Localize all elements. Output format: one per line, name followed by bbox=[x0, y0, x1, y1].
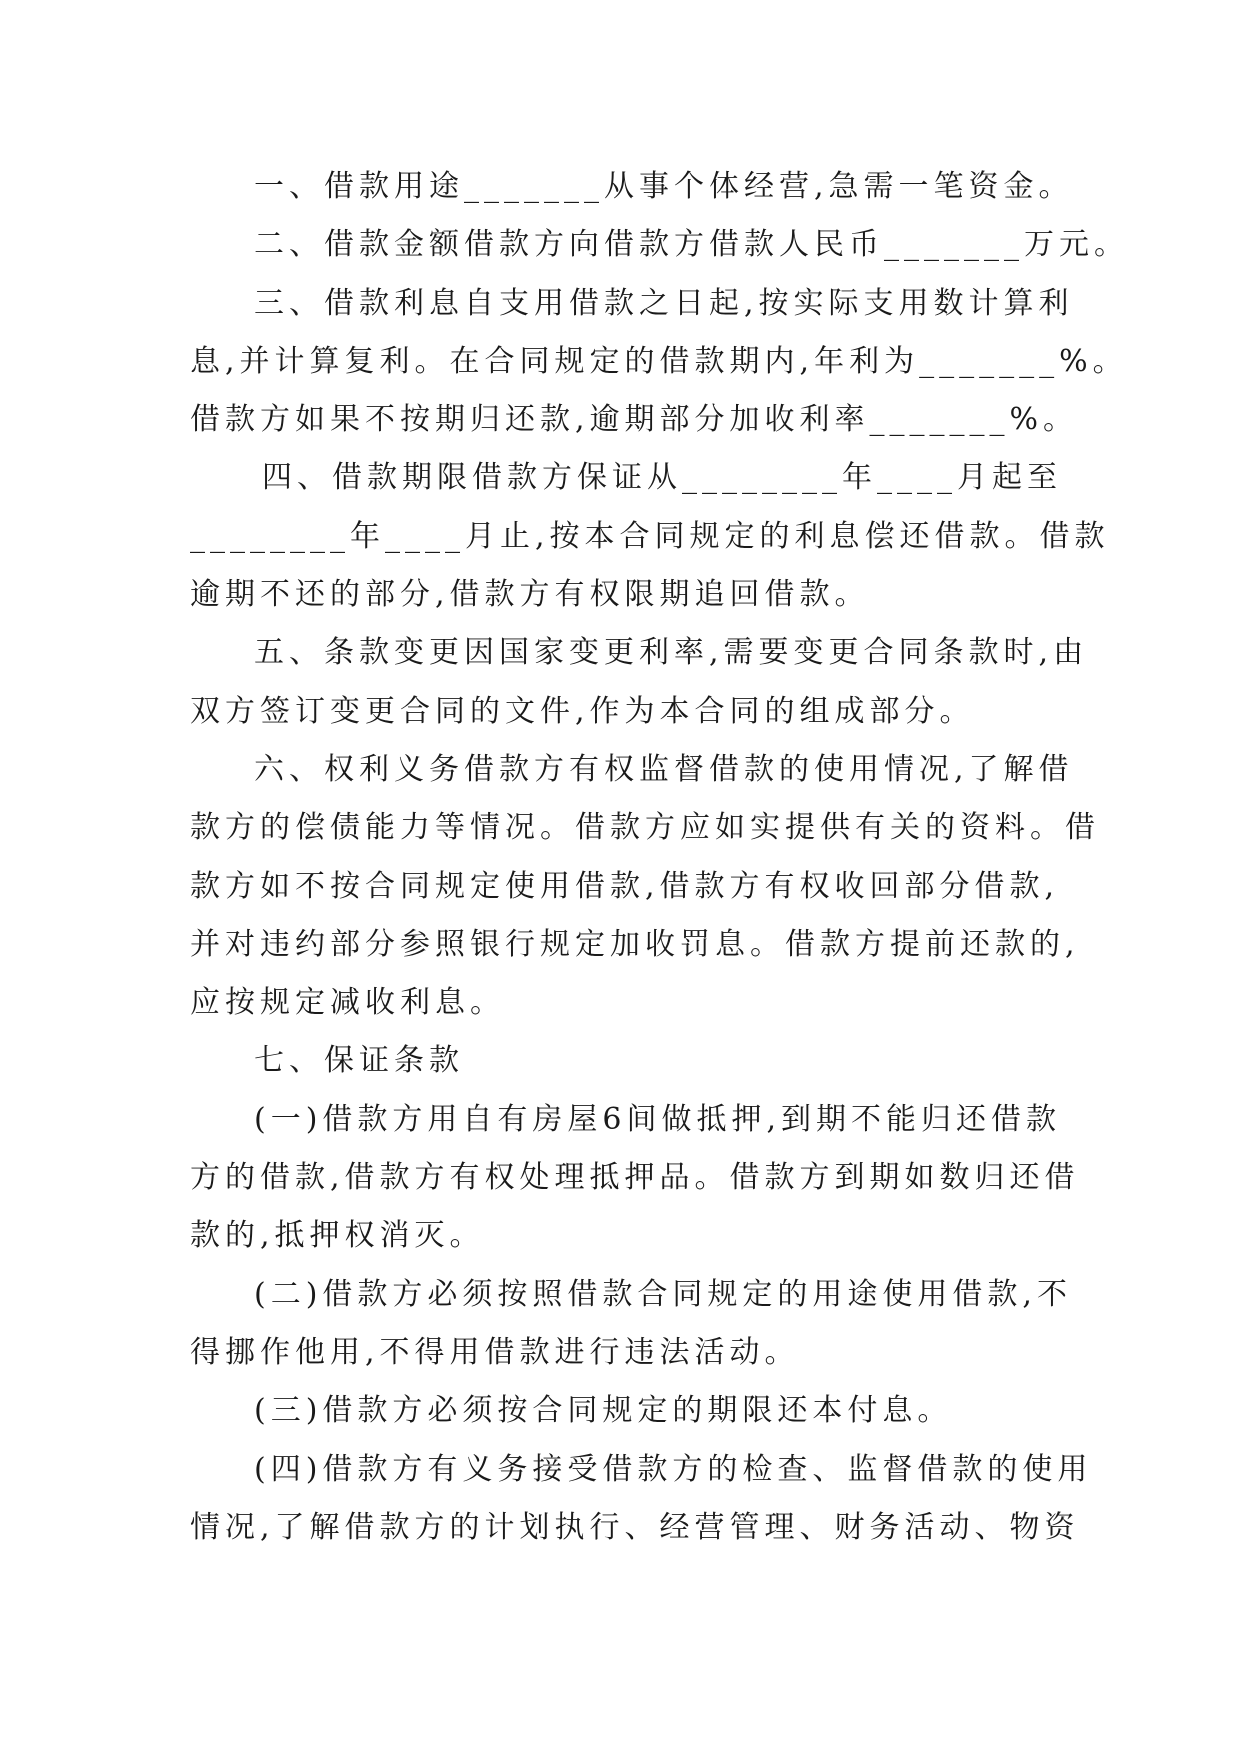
clause-7-3-line-1: (三)借款方必须按合同规定的期限还本付息。 bbox=[254, 1393, 953, 1429]
clause-6-line-1: 六、权利义务借款方有权监督借款的使用情况,了解借 bbox=[254, 751, 1074, 787]
clause-3-line-2: 息,并计算复利。在合同规定的借款期内,年利为_______%。 bbox=[190, 343, 1128, 379]
clause-3-line-3: 借款方如果不按期归还款,逾期部分加收利率_______%。 bbox=[190, 402, 1079, 438]
clause-6-line-4: 并对违约部分参照银行规定加收罚息。借款方提前还款的, bbox=[190, 926, 1080, 962]
clause-6-line-3: 款方如不按合同规定使用借款,借款方有权收回部分借款, bbox=[190, 868, 1060, 904]
clause-6-line-2: 款方的偿债能力等情况。借款方应如实提供有关的资料。借 bbox=[190, 810, 1100, 846]
clause-4-line-2: ________年____月止,按本合同规定的利息偿还借款。借款 bbox=[190, 518, 1110, 554]
clause-3-line-1: 三、借款利息自支用借款之日起,按实际支用数计算利 bbox=[254, 285, 1074, 321]
clause-7-2-line-2: 得挪作他用,不得用借款进行违法活动。 bbox=[190, 1334, 800, 1370]
clause-7-1-line-3: 款的,抵押权消灭。 bbox=[190, 1218, 485, 1254]
clause-5-line-2: 双方签订变更合同的文件,作为本合同的组成部分。 bbox=[190, 693, 975, 729]
clause-6-line-5: 应按规定减收利息。 bbox=[190, 985, 505, 1021]
clause-7-4-line-1: (四)借款方有义务接受借款方的检查、监督借款的使用 bbox=[254, 1451, 1093, 1487]
clause-7-1-line-1: (一)借款方用自有房屋6间做抵押,到期不能归还借款 bbox=[254, 1101, 1062, 1137]
clause-7-heading: 七、保证条款 bbox=[254, 1043, 464, 1079]
clause-5-line-1: 五、条款变更因国家变更利率,需要变更合同条款时,由 bbox=[254, 635, 1089, 671]
contract-body bbox=[190, 158, 1129, 1557]
clause-7-1-line-2: 方的借款,借款方有权处理抵押品。借款方到期如数归还借 bbox=[190, 1160, 1080, 1196]
clause-7-2-line-1: (二)借款方必须按照借款合同规定的用途使用借款,不 bbox=[254, 1276, 1072, 1312]
clause-2-line-1: 二、借款金额借款方向借款方借款人民币_______万元。 bbox=[254, 227, 1129, 263]
clause-1-line-1: 一、借款用途_______从事个体经营,急需一笔资金。 bbox=[254, 169, 1074, 204]
clause-4-line-3: 逾期不还的部分,借款方有权限期追回借款。 bbox=[190, 577, 870, 613]
clause-4-line-1: 四、借款期限借款方保证从________年____月起至 bbox=[262, 460, 1062, 496]
clause-7-4-line-2: 情况,了解借款方的计划执行、经营管理、财务活动、物资 bbox=[190, 1509, 1080, 1545]
